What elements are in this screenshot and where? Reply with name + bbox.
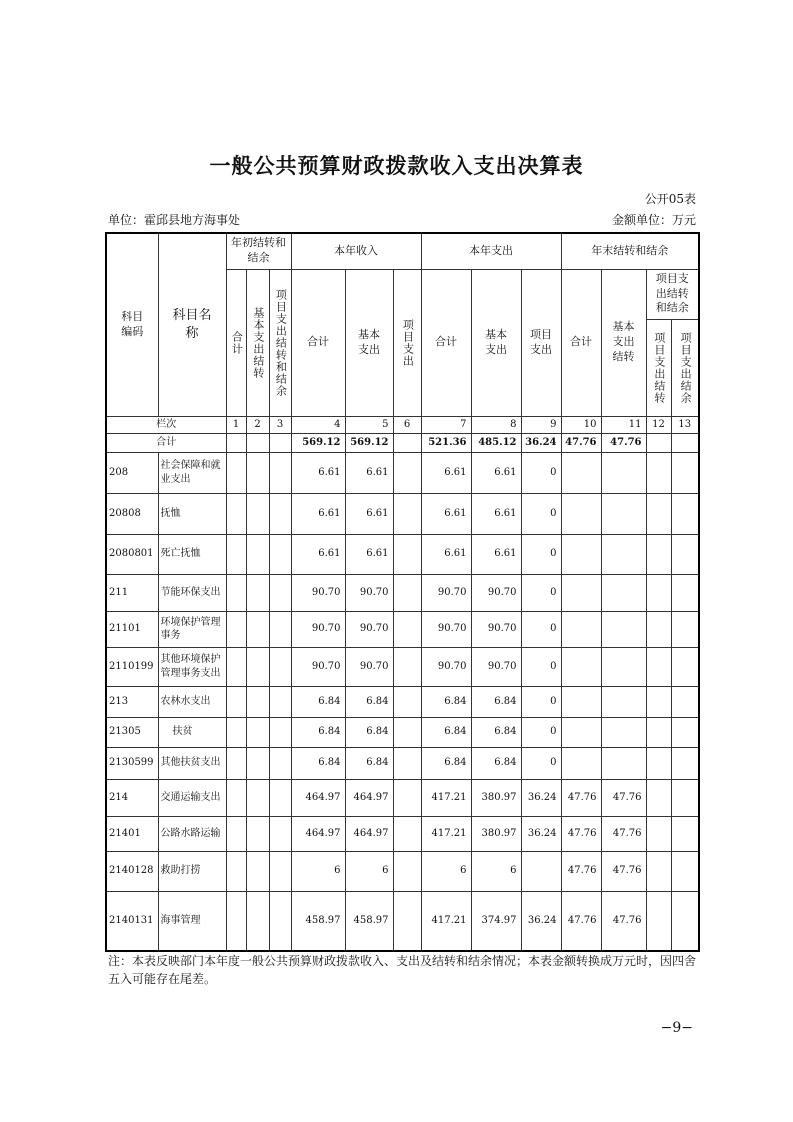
amount-cell (269, 686, 291, 717)
account-name: 扶贫 (158, 717, 226, 747)
amount-cell (393, 717, 421, 747)
amount-cell (393, 779, 421, 816)
account-name: 社会保障和就业支出 (158, 452, 226, 493)
header-income: 本年收入 (291, 233, 421, 269)
total-label: 合计 (106, 433, 226, 452)
amount-cell (226, 686, 246, 717)
header-g1-total: 合计 (230, 330, 244, 355)
amount-cell: 90.70 (421, 647, 471, 686)
amount-cell (561, 647, 601, 686)
header-g3-total: 合计 (421, 269, 471, 416)
amount-cell (246, 534, 269, 574)
amount-cell (269, 717, 291, 747)
amount-cell: 6.61 (345, 452, 393, 493)
amount-cell (646, 647, 671, 686)
amount-cell (226, 647, 246, 686)
amount-cell: 36.24 (521, 891, 561, 951)
total-cell: 569.12 (291, 433, 345, 452)
amount-unit-label: 金额单位：万元 (611, 213, 696, 227)
account-name: 抚恤 (158, 493, 226, 534)
header-g2-total: 合计 (291, 269, 345, 416)
amount-cell (269, 851, 291, 891)
header-g4-total: 合计 (561, 269, 601, 416)
amount-cell: 374.97 (471, 891, 521, 951)
header-g4-project-balance: 项目支出结余 (679, 331, 693, 404)
account-code: 2110199 (106, 647, 158, 686)
amount-cell (226, 816, 246, 851)
amount-cell: 458.97 (291, 891, 345, 951)
amount-cell (601, 493, 646, 534)
amount-cell (269, 747, 291, 779)
amount-cell: 47.76 (601, 816, 646, 851)
amount-cell (393, 534, 421, 574)
total-cell (393, 433, 421, 452)
table-row (106, 611, 699, 647)
amount-cell (246, 851, 269, 891)
amount-cell: 0 (521, 747, 561, 779)
amount-cell (269, 816, 291, 851)
amount-cell (601, 611, 646, 647)
amount-cell: 90.70 (471, 574, 521, 611)
amount-cell (601, 747, 646, 779)
col-index-cell: 7 (421, 416, 471, 433)
amount-cell (671, 891, 699, 951)
amount-cell: 90.70 (421, 611, 471, 647)
amount-cell (646, 747, 671, 779)
amount-cell (646, 779, 671, 816)
total-cell: 521.36 (421, 433, 471, 452)
amount-cell (561, 611, 601, 647)
account-name: 其他扶贫支出 (158, 747, 226, 779)
amount-cell (646, 493, 671, 534)
amount-cell: 0 (521, 686, 561, 717)
amount-cell: 90.70 (421, 574, 471, 611)
total-cell (246, 433, 269, 452)
account-code: 20808 (106, 493, 158, 534)
amount-cell: 47.76 (561, 891, 601, 951)
total-cell (646, 433, 671, 452)
form-number: 公开05表 (644, 192, 696, 206)
account-code: 2140128 (106, 851, 158, 891)
total-cell: 47.76 (601, 433, 646, 452)
amount-cell (646, 611, 671, 647)
account-name: 其他环境保护管理事务支出 (158, 647, 226, 686)
amount-cell: 464.97 (345, 816, 393, 851)
amount-cell (269, 493, 291, 534)
amount-cell (269, 891, 291, 951)
amount-cell (646, 534, 671, 574)
amount-cell (671, 493, 699, 534)
amount-cell: 47.76 (561, 851, 601, 891)
amount-cell (226, 574, 246, 611)
col-index-cell: 12 (646, 416, 671, 433)
amount-cell (226, 493, 246, 534)
amount-cell: 0 (521, 647, 561, 686)
account-name: 救助打捞 (158, 851, 226, 891)
amount-cell: 6.84 (421, 717, 471, 747)
amount-cell: 90.70 (345, 611, 393, 647)
amount-cell (601, 452, 646, 493)
header-closing-balance: 年末结转和结余 (561, 233, 699, 269)
amount-cell (601, 574, 646, 611)
amount-cell: 90.70 (345, 574, 393, 611)
total-cell: 36.24 (521, 433, 561, 452)
amount-cell: 90.70 (345, 647, 393, 686)
amount-cell: 6.61 (345, 493, 393, 534)
amount-cell: 6.61 (471, 534, 521, 574)
amount-cell (671, 747, 699, 779)
amount-cell: 6.84 (291, 717, 345, 747)
amount-cell (226, 611, 246, 647)
amount-cell (561, 747, 601, 779)
amount-cell (246, 779, 269, 816)
table-row (106, 816, 699, 851)
header-g2-project: 项目支出 (401, 318, 415, 367)
account-code: 211 (106, 574, 158, 611)
amount-cell: 464.97 (291, 779, 345, 816)
amount-cell: 6.61 (291, 534, 345, 574)
amount-cell: 6 (345, 851, 393, 891)
amount-cell: 6 (291, 851, 345, 891)
amount-cell (246, 686, 269, 717)
amount-cell (393, 452, 421, 493)
header-expenditure: 本年支出 (421, 233, 561, 269)
amount-cell: 6.84 (471, 747, 521, 779)
table-row (106, 452, 699, 493)
amount-cell (671, 574, 699, 611)
amount-cell: 47.76 (561, 779, 601, 816)
amount-cell: 0 (521, 493, 561, 534)
amount-cell: 464.97 (345, 779, 393, 816)
amount-cell (671, 611, 699, 647)
amount-cell (246, 816, 269, 851)
amount-cell (671, 851, 699, 891)
amount-cell: 36.24 (521, 779, 561, 816)
amount-cell (671, 534, 699, 574)
amount-cell (646, 686, 671, 717)
amount-cell: 6 (421, 851, 471, 891)
account-name: 海事管理 (158, 891, 226, 951)
header-g4-project: 项目支出结转和结余 (646, 269, 699, 319)
page-number: −9− (660, 1020, 693, 1036)
account-name: 节能环保支出 (158, 574, 226, 611)
header-g4-basic: 基本支出结转 (601, 269, 646, 416)
table-row (106, 747, 699, 779)
amount-cell (671, 686, 699, 717)
amount-cell (561, 574, 601, 611)
table-row (106, 717, 699, 747)
amount-cell (393, 611, 421, 647)
amount-cell: 0 (521, 574, 561, 611)
amount-cell (521, 851, 561, 891)
header-g3-project: 项目支出 (521, 269, 561, 416)
unit-label: 单位：霍邱县地方海事处 (108, 213, 241, 227)
amount-cell: 6.84 (345, 747, 393, 779)
amount-cell: 380.97 (471, 816, 521, 851)
account-code: 2080801 (106, 534, 158, 574)
table-row (106, 574, 699, 611)
amount-cell (601, 647, 646, 686)
amount-cell: 6.84 (345, 686, 393, 717)
amount-cell (646, 717, 671, 747)
account-code: 213 (106, 686, 158, 717)
total-cell (269, 433, 291, 452)
amount-cell (601, 534, 646, 574)
amount-cell (561, 534, 601, 574)
header-g1-basic: 基本支出结转 (251, 306, 265, 379)
amount-cell (671, 647, 699, 686)
table-row (106, 891, 699, 951)
amount-cell: 380.97 (471, 779, 521, 816)
table-row (106, 851, 699, 891)
table-row (106, 686, 699, 717)
account-code: 208 (106, 452, 158, 493)
amount-cell (226, 747, 246, 779)
amount-cell: 464.97 (291, 816, 345, 851)
account-code: 21101 (106, 611, 158, 647)
table-row (106, 493, 699, 534)
amount-cell (601, 686, 646, 717)
account-code: 21401 (106, 816, 158, 851)
header-g4-project-carry: 项目支出结转 (652, 331, 666, 404)
amount-cell: 6.84 (421, 686, 471, 717)
amount-cell: 47.76 (601, 779, 646, 816)
amount-cell (393, 851, 421, 891)
amount-cell (393, 747, 421, 779)
amount-cell (226, 534, 246, 574)
amount-cell (246, 647, 269, 686)
amount-cell: 47.76 (561, 816, 601, 851)
col-index-cell: 9 (521, 416, 561, 433)
amount-cell (561, 717, 601, 747)
total-cell (671, 433, 699, 452)
amount-cell (646, 452, 671, 493)
col-index-cell: 8 (471, 416, 521, 433)
amount-cell (393, 493, 421, 534)
amount-cell: 417.21 (421, 816, 471, 851)
col-index-cell: 13 (671, 416, 699, 433)
amount-cell: 6 (471, 851, 521, 891)
amount-cell: 6.61 (345, 534, 393, 574)
account-code: 214 (106, 779, 158, 816)
amount-cell: 90.70 (471, 611, 521, 647)
amount-cell (246, 574, 269, 611)
budget-table (105, 232, 700, 952)
amount-cell (393, 816, 421, 851)
amount-cell: 458.97 (345, 891, 393, 951)
amount-cell (646, 574, 671, 611)
amount-cell (561, 452, 601, 493)
header-opening-balance: 年初结转和结余 (226, 233, 291, 269)
amount-cell (246, 891, 269, 951)
col-index-cell: 11 (601, 416, 646, 433)
col-index-label: 栏次 (106, 416, 226, 433)
amount-cell (269, 574, 291, 611)
amount-cell (269, 779, 291, 816)
amount-cell: 6.84 (471, 717, 521, 747)
total-cell: 485.12 (471, 433, 521, 452)
amount-cell: 6.84 (471, 686, 521, 717)
amount-cell: 6.84 (291, 686, 345, 717)
amount-cell: 6.84 (421, 747, 471, 779)
amount-cell: 6.61 (291, 493, 345, 534)
amount-cell (226, 452, 246, 493)
header-name: 科目名称 (158, 233, 226, 416)
account-name: 死亡抚恤 (158, 534, 226, 574)
header-code: 科目编码 (106, 233, 158, 416)
col-index-cell: 10 (561, 416, 601, 433)
amount-cell: 0 (521, 611, 561, 647)
amount-cell (393, 891, 421, 951)
amount-cell: 47.76 (601, 851, 646, 891)
total-cell (226, 433, 246, 452)
account-code: 2140131 (106, 891, 158, 951)
amount-cell (393, 574, 421, 611)
total-cell: 47.76 (561, 433, 601, 452)
amount-cell (269, 611, 291, 647)
amount-cell (646, 891, 671, 951)
col-index-cell: 3 (269, 416, 291, 433)
header-g1-project: 项目支出结转和结余 (274, 288, 288, 397)
total-cell: 569.12 (345, 433, 393, 452)
account-code: 21305 (106, 717, 158, 747)
amount-cell: 36.24 (521, 816, 561, 851)
amount-cell: 0 (521, 534, 561, 574)
amount-cell (393, 686, 421, 717)
amount-cell (246, 493, 269, 534)
amount-cell: 47.76 (601, 891, 646, 951)
amount-cell: 417.21 (421, 891, 471, 951)
amount-cell (226, 891, 246, 951)
amount-cell: 6.61 (421, 534, 471, 574)
footnote: 注：本表反映部门本年度一般公共预算财政拨款收入、支出及结转和结余情况；本表金额转换成万元时，因四舍五入可能存在尾差。 (108, 954, 697, 986)
table-row (106, 647, 699, 686)
amount-cell (269, 534, 291, 574)
amount-cell: 6.84 (291, 747, 345, 779)
amount-cell (671, 816, 699, 851)
header-g3-basic: 基本支出 (471, 269, 521, 416)
amount-cell: 6.61 (471, 452, 521, 493)
amount-cell: 6.61 (291, 452, 345, 493)
col-index-cell: 1 (226, 416, 246, 433)
amount-cell (561, 686, 601, 717)
amount-cell (246, 611, 269, 647)
amount-cell (226, 779, 246, 816)
table-row (106, 534, 699, 574)
amount-cell: 90.70 (291, 611, 345, 647)
amount-cell: 6.61 (471, 493, 521, 534)
amount-cell (226, 851, 246, 891)
amount-cell (601, 717, 646, 747)
amount-cell (646, 851, 671, 891)
amount-cell: 90.70 (471, 647, 521, 686)
account-name: 农林水支出 (158, 686, 226, 717)
amount-cell (246, 747, 269, 779)
col-index-cell: 6 (393, 416, 421, 433)
table-row (106, 779, 699, 816)
account-name: 交通运输支出 (158, 779, 226, 816)
page-title: 一般公共预算财政拨款收入支出决算表 (209, 153, 584, 178)
amount-cell (226, 717, 246, 747)
col-index-cell: 2 (246, 416, 269, 433)
amount-cell: 90.70 (291, 647, 345, 686)
amount-cell: 6.61 (421, 493, 471, 534)
account-code: 2130599 (106, 747, 158, 779)
amount-cell (269, 452, 291, 493)
amount-cell: 6.61 (421, 452, 471, 493)
amount-cell: 0 (521, 452, 561, 493)
header-g2-basic: 基本支出 (345, 269, 393, 416)
account-name: 环境保护管理事务 (158, 611, 226, 647)
amount-cell: 0 (521, 717, 561, 747)
col-index-cell: 4 (291, 416, 345, 433)
account-name: 公路水路运输 (158, 816, 226, 851)
amount-cell: 417.21 (421, 779, 471, 816)
amount-cell (671, 717, 699, 747)
amount-cell: 6.84 (345, 717, 393, 747)
amount-cell (393, 647, 421, 686)
amount-cell (246, 717, 269, 747)
amount-cell (269, 647, 291, 686)
amount-cell: 90.70 (291, 574, 345, 611)
amount-cell (246, 452, 269, 493)
amount-cell (671, 452, 699, 493)
amount-cell (561, 493, 601, 534)
amount-cell (671, 779, 699, 816)
amount-cell (646, 816, 671, 851)
col-index-cell: 5 (345, 416, 393, 433)
